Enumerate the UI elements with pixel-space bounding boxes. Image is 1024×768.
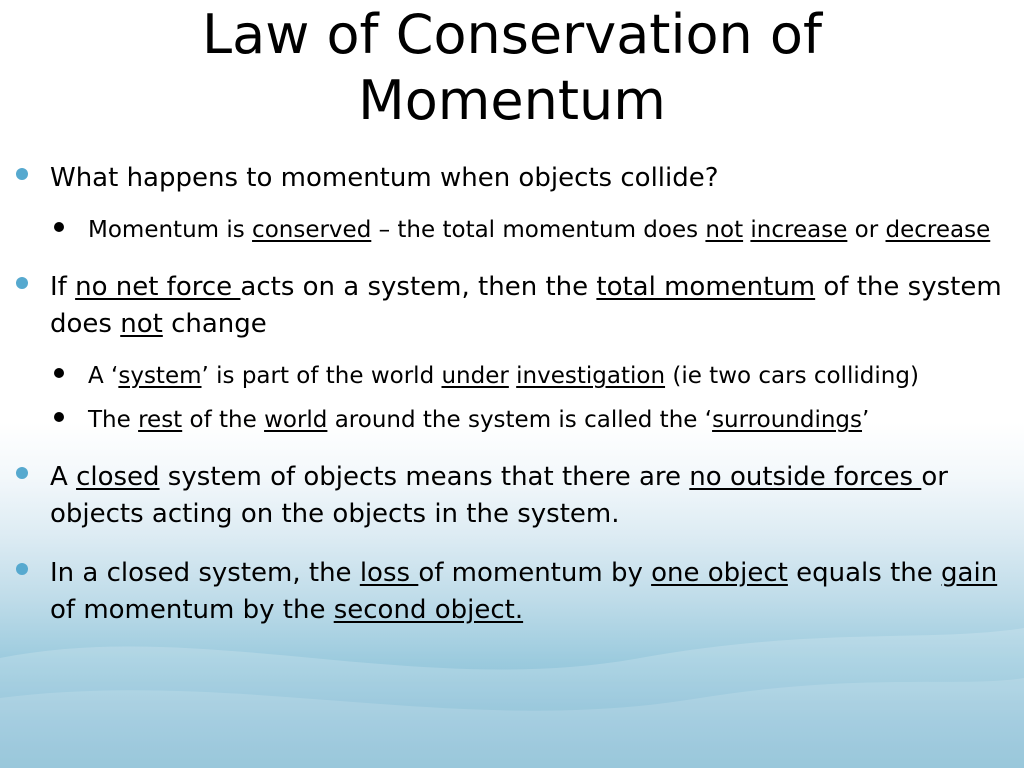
- underlined-term: gain: [941, 558, 998, 588]
- text-run: around the system is called the ‘: [327, 407, 713, 433]
- sub-bullet-momentum-conserved: [88, 211, 1008, 249]
- bullet-dot-icon: [16, 277, 28, 289]
- text-run: A: [50, 462, 77, 492]
- text-run: or objects acting on the objects in the system.: [50, 462, 948, 529]
- text-run: In a closed system, the: [50, 558, 360, 588]
- underlined-term: world: [264, 407, 328, 433]
- underlined-term: not: [120, 309, 163, 339]
- text-run: or: [847, 217, 886, 243]
- underlined-term: surroundings: [712, 407, 863, 433]
- underlined-term: investigation: [516, 363, 666, 389]
- text-run: – the total momentum does: [371, 217, 706, 243]
- bullet-dot-icon: [54, 412, 64, 422]
- text-run: Momentum is: [88, 217, 253, 243]
- text-run: The: [88, 407, 139, 433]
- text-run: system of objects means that there are: [159, 462, 690, 492]
- underlined-term: closed: [76, 462, 160, 492]
- text-run: ’: [862, 407, 870, 433]
- underlined-term: rest: [138, 407, 183, 433]
- text-run: of momentum by the: [50, 595, 334, 625]
- bullet-dot-icon: [16, 168, 28, 180]
- bullet-dot-icon: [54, 222, 64, 232]
- bullet-text: What happens to momentum when objects collide?: [50, 163, 719, 193]
- text-run: ’ is part of the world: [201, 363, 442, 389]
- bullet-dot-icon: [16, 563, 28, 575]
- slide-title: [0, 0, 1024, 148]
- text-run: A ‘: [88, 363, 119, 389]
- text-run: change: [162, 309, 267, 339]
- underlined-term: system: [118, 363, 202, 389]
- underlined-term: second object.: [333, 595, 524, 625]
- underlined-term: total momentum: [596, 272, 816, 302]
- text-run: (ie two cars colliding): [665, 363, 919, 389]
- text-run: of momentum by: [418, 558, 652, 588]
- text-run: acts on a system, then the: [240, 272, 597, 302]
- text-run: If: [50, 272, 76, 302]
- bullet-collision-question: [50, 160, 1008, 197]
- bullet-closed-system: [50, 459, 1008, 533]
- sub-bullet-system-definition: [88, 357, 1008, 395]
- text-run: of the system does: [50, 272, 1002, 339]
- slide-title-line-2: Momentum: [358, 69, 666, 132]
- slide-content: [0, 160, 1024, 643]
- underlined-term: under: [441, 363, 509, 389]
- bullet-loss-equals-gain: [50, 555, 1008, 629]
- slide-title-line-1: Law of Conservation of: [202, 3, 822, 66]
- underlined-term: increase: [750, 217, 848, 243]
- underlined-term: loss: [359, 558, 419, 588]
- text-run: equals the: [787, 558, 942, 588]
- underlined-term: decrease: [885, 217, 991, 243]
- underlined-term: conserved: [252, 217, 372, 243]
- sub-bullet-surroundings: [88, 401, 1008, 439]
- bullet-no-net-force: [50, 269, 1008, 343]
- bullet-dot-icon: [16, 467, 28, 479]
- underlined-term: no net force: [75, 272, 241, 302]
- underlined-term: one object: [651, 558, 788, 588]
- underlined-term: no outside forces: [689, 462, 922, 492]
- text-run: of the: [182, 407, 265, 433]
- bullet-dot-icon: [54, 368, 64, 378]
- underlined-term: not: [705, 217, 744, 243]
